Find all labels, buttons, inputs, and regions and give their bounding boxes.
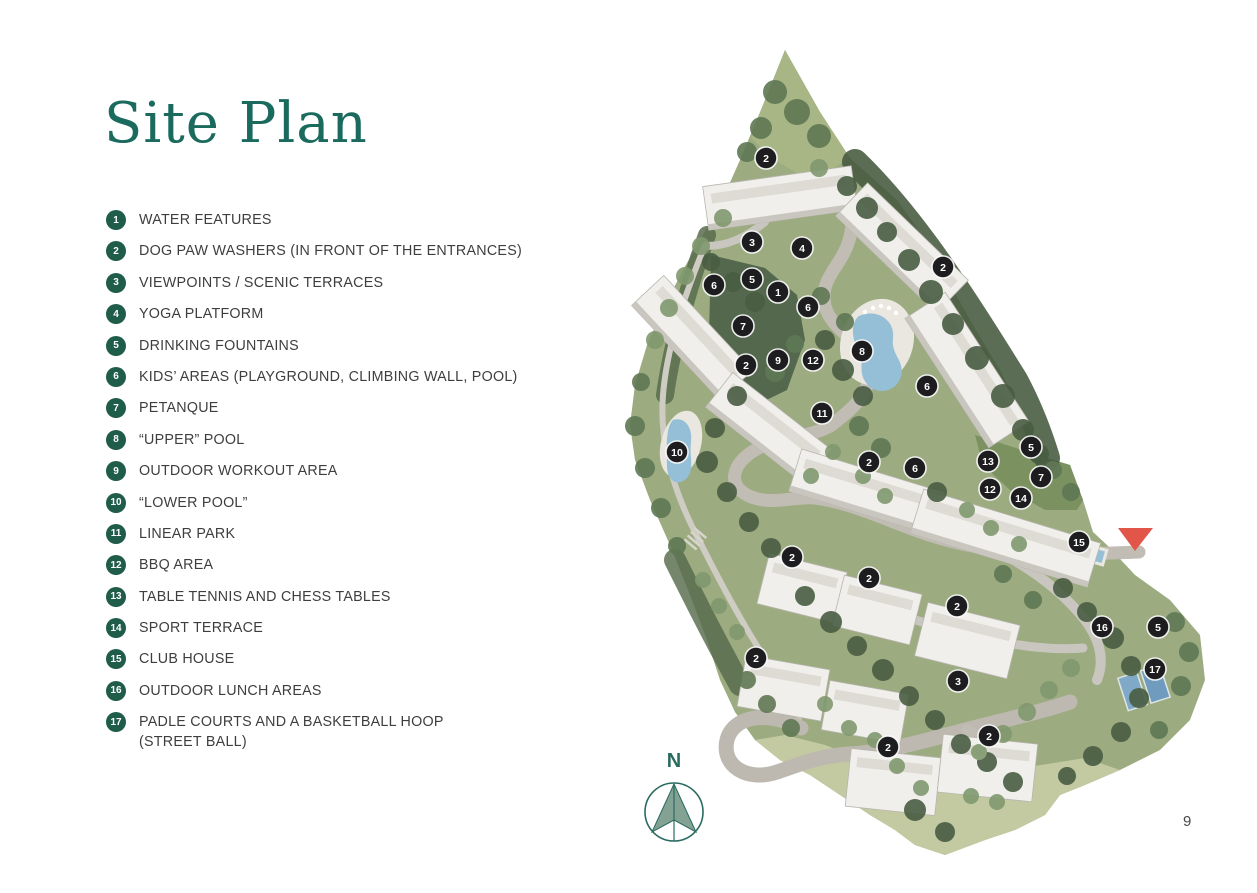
svg-text:2: 2: [940, 261, 946, 274]
map-marker-5: [1020, 436, 1042, 458]
map-marker-6: [904, 457, 926, 479]
svg-text:2: 2: [986, 730, 992, 743]
legend-item-label: TABLE TENNIS AND CHESS TABLES: [139, 588, 391, 605]
legend-item-label: VIEWPOINTS / SCENIC TERRACES: [139, 274, 384, 291]
map-marker-2: [978, 725, 1000, 747]
svg-text:12: 12: [984, 483, 996, 496]
svg-text:11: 11: [816, 407, 828, 420]
map-marker-16: [1091, 616, 1113, 638]
legend-item-number-badge: 9: [106, 461, 126, 481]
svg-text:1: 1: [775, 286, 781, 299]
legend-item-number-badge: 6: [106, 367, 126, 387]
legend-item-label: SPORT TERRACE: [139, 620, 264, 637]
page-number: 9: [1183, 813, 1192, 830]
legend-item: [106, 304, 576, 324]
legend-item-number-badge: 17: [106, 712, 126, 732]
svg-text:6: 6: [924, 380, 930, 393]
legend-item-label: DOG PAW WASHERS (IN FRONT OF THE ENTRANCES): [139, 243, 523, 260]
legend-item-number-badge: 5: [106, 336, 126, 356]
map-marker-2: [755, 147, 777, 169]
legend-item-label: CLUB HOUSE: [139, 651, 235, 668]
legend-item-label-line2: (STREET BALL): [139, 734, 247, 751]
svg-text:2: 2: [763, 152, 769, 165]
legend-item-number-badge: 14: [106, 618, 126, 638]
map-marker-15: [1068, 531, 1090, 553]
map-marker-1: [767, 281, 789, 303]
map-marker-2: [858, 567, 880, 589]
map-marker-6: [916, 375, 938, 397]
svg-text:7: 7: [1038, 471, 1044, 484]
svg-text:3: 3: [749, 236, 755, 249]
svg-text:13: 13: [982, 455, 994, 468]
legend-item-number-badge: 7: [106, 398, 126, 418]
legend-item-label: “UPPER” POOL: [139, 431, 245, 448]
legend-item-label: OUTDOOR WORKOUT AREA: [139, 463, 338, 480]
svg-text:5: 5: [749, 273, 755, 286]
legend-item-number-badge: 12: [106, 555, 126, 575]
compass: [636, 750, 712, 852]
compass-rose-icon: [636, 774, 712, 850]
legend-item: [106, 587, 576, 607]
legend-item-label: WATER FEATURES: [139, 212, 272, 228]
map-marker-3: [947, 670, 969, 692]
legend-item-label: KIDS’ AREAS (PLAYGROUND, CLIMBING WALL, POOL): [139, 368, 518, 385]
legend-item-label: LINEAR PARK: [139, 525, 236, 542]
svg-text:4: 4: [799, 242, 805, 255]
svg-text:2: 2: [753, 652, 759, 665]
page-title: Site Plan: [104, 91, 368, 156]
map-marker-7: [1030, 466, 1052, 488]
legend-item-number-badge: 15: [106, 649, 126, 669]
legend-item: [106, 461, 576, 481]
svg-text:2: 2: [789, 551, 795, 564]
legend-item: [106, 524, 576, 544]
map-marker-8: [851, 340, 873, 362]
legend-item: [106, 430, 576, 450]
map-marker-2: [735, 354, 757, 376]
svg-text:15: 15: [1073, 536, 1085, 549]
map-marker-3: [741, 231, 763, 253]
svg-text:12: 12: [807, 354, 819, 367]
site-map-illustration: [615, 40, 1215, 870]
legend-item: [106, 493, 576, 513]
map-marker-11: [811, 402, 833, 424]
legend-item: [106, 618, 576, 638]
map-marker-4: [791, 237, 813, 259]
map-marker-2: [932, 256, 954, 278]
legend-item-label: PETANQUE: [139, 400, 219, 417]
svg-text:2: 2: [866, 572, 872, 585]
map-marker-10: [666, 441, 688, 463]
svg-text:2: 2: [885, 741, 891, 754]
legend-item-number-badge: 3: [106, 273, 126, 293]
legend-item: [106, 555, 576, 575]
svg-text:6: 6: [912, 462, 918, 475]
svg-text:8: 8: [859, 345, 865, 358]
legend-item-number-badge: 11: [106, 524, 126, 544]
legend-item-label: OUTDOOR LUNCH AREAS: [139, 682, 322, 699]
legend-item: [106, 210, 576, 230]
map-marker-5: [1147, 616, 1169, 638]
svg-text:3: 3: [955, 675, 961, 688]
svg-text:16: 16: [1096, 621, 1108, 634]
svg-text:10: 10: [671, 446, 683, 459]
legend-item-number-badge: 2: [106, 241, 126, 261]
svg-text:2: 2: [954, 600, 960, 613]
map-marker-14: [1010, 487, 1032, 509]
legend-item: [106, 681, 576, 701]
legend-item-label: “LOWER POOL”: [139, 494, 248, 511]
map-marker-2: [858, 451, 880, 473]
map-marker-2: [745, 647, 767, 669]
legend-item-number-badge: 10: [106, 493, 126, 513]
legend-item: [106, 336, 576, 356]
legend-item: [106, 398, 576, 418]
legend-item-label: YOGA PLATFORM: [139, 306, 264, 323]
site-map-svg: [615, 40, 1215, 870]
map-marker-5: [741, 268, 763, 290]
legend-item: [106, 241, 576, 261]
compass-north-label: N: [666, 750, 682, 772]
svg-text:14: 14: [1015, 492, 1027, 505]
svg-text:5: 5: [1155, 621, 1161, 634]
legend-item: [106, 649, 576, 669]
svg-text:2: 2: [743, 359, 749, 372]
legend-item-label: PADLE COURTS AND A BASKETBALL HOOP (STREET BALL): [139, 714, 444, 751]
svg-text:17: 17: [1149, 663, 1161, 676]
legend-item-label: DRINKING FOUNTAINS: [139, 337, 299, 354]
legend-item-number-badge: 1: [106, 210, 126, 230]
svg-text:2: 2: [866, 456, 872, 469]
svg-text:6: 6: [711, 279, 717, 292]
svg-text:7: 7: [740, 320, 746, 333]
map-marker-6: [703, 274, 725, 296]
map-marker-12: [979, 478, 1001, 500]
map-marker-9: [767, 349, 789, 371]
map-marker-13: [977, 450, 999, 472]
map-marker-2: [877, 736, 899, 758]
map-marker-6: [797, 296, 819, 318]
legend-item: [106, 712, 576, 752]
svg-text:5: 5: [1028, 441, 1034, 454]
legend-item-number-badge: 4: [106, 304, 126, 324]
map-marker-12: [802, 349, 824, 371]
legend-item: [106, 273, 576, 293]
svg-text:9: 9: [775, 354, 781, 367]
legend-item: [106, 367, 576, 387]
map-marker-17: [1144, 658, 1166, 680]
legend-list: [106, 210, 576, 764]
legend-item-number-badge: 8: [106, 430, 126, 450]
legend-item-number-badge: 16: [106, 681, 126, 701]
map-marker-2: [781, 546, 803, 568]
svg-text:6: 6: [805, 301, 811, 314]
legend-item-number-badge: 13: [106, 587, 126, 607]
map-marker-2: [946, 595, 968, 617]
legend-item-label: BBQ AREA: [139, 557, 214, 574]
map-marker-7: [732, 315, 754, 337]
